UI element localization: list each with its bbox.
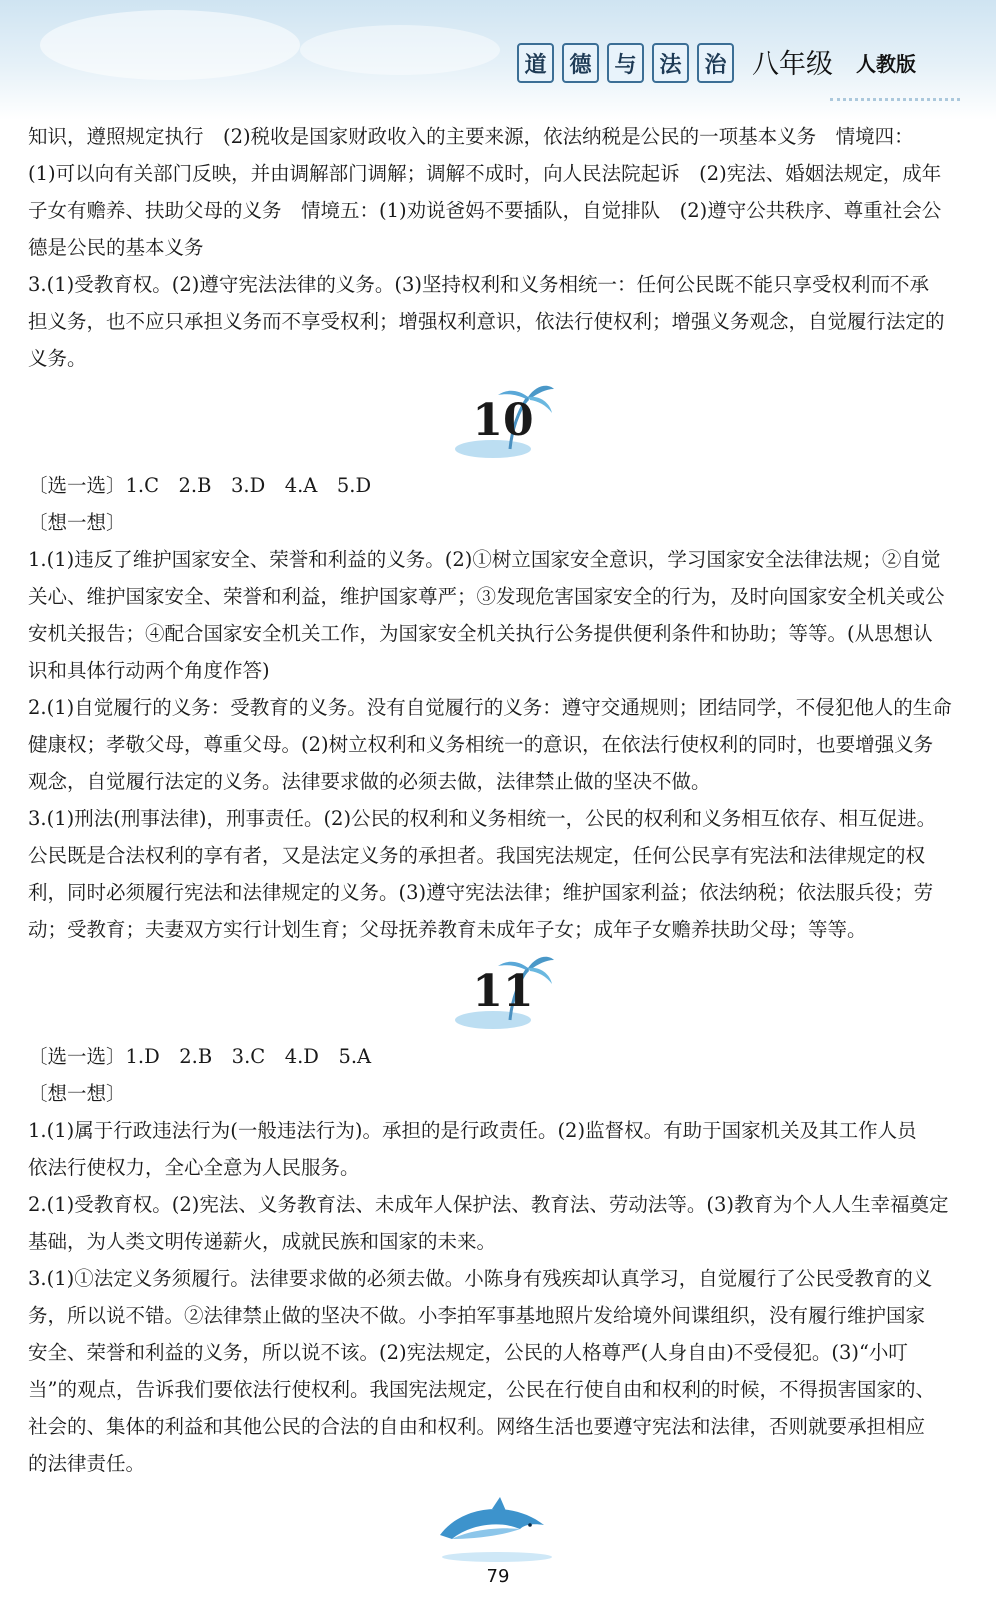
text-line: 基础，为人类文明传递薪火，成就民族和国家的未来。 xyxy=(28,1230,497,1253)
cloud-decoration xyxy=(40,10,300,80)
text-line: 子女有赡养、扶助父母的义务 情境五：(1)劝说爸妈不要插队，自觉排队 (2)遵守公共秩序、尊重社会公 xyxy=(28,199,942,222)
subject-char: 治 xyxy=(697,43,734,83)
think-label: 〔想一想〕 xyxy=(28,511,126,534)
choose-answers: 〔选一选〕1.C 2.B 3.D 4.A 5.D xyxy=(28,474,372,497)
text-line: 依法行使权力，全心全意为人民服务。 xyxy=(28,1156,360,1179)
dolphin-icon xyxy=(432,1495,562,1565)
section-number: 10 xyxy=(472,395,534,446)
text-line: 公民既是合法权利的享有者，又是法定义务的承担者。我国宪法规定，任何公民享有宪法和法律规定的权 xyxy=(28,844,926,867)
edition-label: 人教版 xyxy=(856,52,916,76)
answer-content xyxy=(28,118,978,1482)
text-line: 担义务，也不应只承担义务而不享受权利；增强权利意识，依法行使权利；增强义务观念，自觉履行法定的 xyxy=(28,310,945,333)
text-line: 1.(1)属于行政违法行为(一般违法行为)。承担的是行政责任。(2)监督权。有助于国家机关及其工作人员 xyxy=(28,1119,917,1142)
dotted-decoration xyxy=(830,78,960,101)
header-background xyxy=(0,0,996,120)
section-number: 11 xyxy=(472,966,534,1017)
text-line: (1)可以向有关部门反映，并由调解部门调解；调解不成时，向人民法院起诉 (2)宪法、婚姻法规定，成年 xyxy=(28,162,942,185)
text-line: 3.(1)①法定义务须履行。法律要求做的必须去做。小陈身有残疾却认真学习，自觉履行了公民受教育的义 xyxy=(28,1267,933,1290)
text-line: 3.(1)刑法(刑事法律)，刑事责任。(2)公民的权利和义务相统一，公民的权利和义务相互依存、相互促进。 xyxy=(28,807,937,830)
text-line: 的法律责任。 xyxy=(28,1452,146,1475)
text-line: 社会的、集体的利益和其他公民的合法的自由和权利。网络生活也要遵守宪法和法律，否则就要承担相应 xyxy=(28,1415,926,1438)
text-line: 安全、荣誉和利益的义务，所以说不该。(2)宪法规定，公民的人格尊严(人身自由)不受侵犯。(3)“小叮 xyxy=(28,1341,908,1364)
text-line: 德是公民的基本义务 xyxy=(28,236,204,259)
text-line: 2.(1)自觉履行的义务：受教育的义务。没有自觉履行的义务：遵守交通规则；团结同学，不侵犯他人的生命 xyxy=(28,696,952,719)
page-number: 79 xyxy=(486,1566,510,1587)
subject-char: 法 xyxy=(652,43,689,83)
choose-answers: 〔选一选〕1.D 2.B 3.C 4.D 5.A xyxy=(28,1045,372,1068)
text-line: 当”的观点，告诉我们要依法行使权利。我国宪法规定，公民在行使自由和权利的时候，不得损害国家的、 xyxy=(28,1378,935,1401)
section-heading-11 xyxy=(28,948,978,1038)
text-line: 安机关报告；④配合国家安全机关工作，为国家安全机关执行公务提供便利条件和协助；等等。(从思想认 xyxy=(28,622,933,645)
grade-label: 八年级 xyxy=(752,49,833,80)
text-line: 观念，自觉履行法定的义务。法律要求做的必须去做，法律禁止做的坚决不做。 xyxy=(28,770,711,793)
subject-char: 道 xyxy=(517,43,554,83)
think-label: 〔想一想〕 xyxy=(28,1082,126,1105)
cloud-decoration xyxy=(300,25,500,75)
text-line: 义务。 xyxy=(28,347,87,370)
text-line: 关心、维护国家安全、荣誉和利益，维护国家尊严；③发现危害国家安全的行为，及时向国家安全机关或公 xyxy=(28,585,945,608)
text-line: 务，所以说不错。②法律禁止做的坚决不做。小李拍军事基地照片发给境外间谍组织，没有履行维护国家 xyxy=(28,1304,926,1327)
text-line: 知识，遵照规定执行 (2)税收是国家财政收入的主要来源，依法纳税是公民的一项基本义务 情境四： xyxy=(28,125,914,148)
subject-title xyxy=(517,43,734,83)
subject-char: 与 xyxy=(607,43,644,83)
text-line: 动；受教育；夫妻双方实行计划生育；父母抚养教育未成年子女；成年子女赡养扶助父母；等等。 xyxy=(28,918,867,941)
text-line: 1.(1)违反了维护国家安全、荣誉和利益的义务。(2)①树立国家安全意识，学习国家安全法律法规；②自觉 xyxy=(28,548,941,571)
section-heading-10 xyxy=(28,377,978,467)
text-line: 2.(1)受教育权。(2)宪法、义务教育法、未成年人保护法、教育法、劳动法等。(3)教育为个人人生幸福奠定 xyxy=(28,1193,949,1216)
text-line: 健康权；孝敬父母，尊重父母。(2)树立权利和义务相统一的意识，在依法行使权利的同时，也要增强义务 xyxy=(28,733,934,756)
text-line: 识和具体行动两个角度作答) xyxy=(28,659,270,682)
text-line: 3.(1)受教育权。(2)遵守宪法法律的义务。(3)坚持权利和义务相统一：任何公民既不能只享受权利而不承 xyxy=(28,273,929,296)
text-line: 利，同时必须履行宪法和法律规定的义务。(3)遵守宪法法律；维护国家利益；依法纳税；依法服兵役；劳 xyxy=(28,881,934,904)
subject-char: 德 xyxy=(562,43,599,83)
